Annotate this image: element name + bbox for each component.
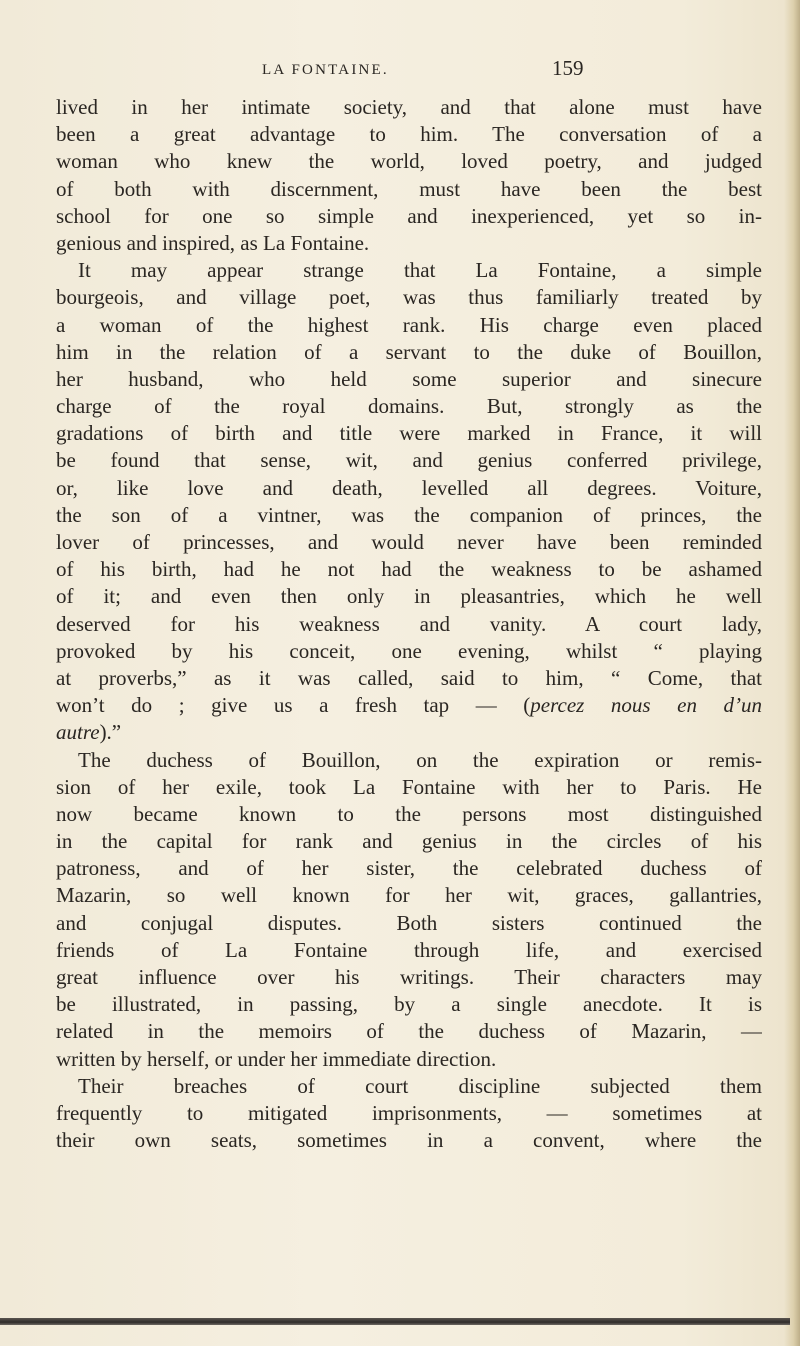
text-line: lover of princesses, and would never have been reminded (56, 530, 762, 554)
text-line: of both with discernment, must have been the best (56, 176, 762, 201)
text-line: now became known to the persons most distinguished (56, 801, 762, 826)
text-line: a woman of the highest rank. His charge even placed (56, 312, 762, 337)
text-line-mixed (56, 692, 762, 719)
text-line: genious and inspired, as La Fontaine. (56, 230, 370, 255)
text-line: It may appear strange that La Fontaine, a simple (78, 258, 762, 283)
text-line: The duchess of Bouillon, on the expiration or remis- (78, 747, 762, 772)
text-line: be found that sense, wit, and genius conferred privilege, (56, 448, 762, 473)
text-line: deserved for his weakness and vanity. A court lady, (56, 611, 762, 636)
page-number: 159 (552, 56, 584, 80)
text-line: patroness, and of her sister, the celebrated duchess of (56, 856, 762, 881)
text-line: or, like love and death, levelled all degrees. Voiture, (56, 475, 762, 500)
text-line-mixed (56, 719, 762, 746)
text-line: and conjugal disputes. Both sisters continued the (56, 910, 762, 935)
page-edge-shading (784, 0, 800, 1346)
text-line: charge of the royal domains. But, strongly as the (56, 394, 762, 419)
text-line: sion of her exile, took La Fontaine with her to Paris. He (56, 774, 762, 799)
text-line: frequently to mitigated imprisonments, — sometimes at (56, 1100, 762, 1125)
text-line: the son of a vintner, was the companion of princes, the (56, 502, 762, 527)
bottom-scan-edge (0, 1318, 790, 1325)
text-line: great influence over his writings. Their characters may (56, 965, 762, 989)
text-line: provoked by his conceit, one evening, whilst “ playing (56, 638, 762, 663)
text-line: of his birth, had he not had the weakness to be ashamed (56, 557, 762, 582)
text-line: lived in her intimate society, and that alone must have (56, 95, 762, 119)
text-line: be illustrated, in passing, by a single anecdote. It is (56, 992, 762, 1017)
running-title: LA FONTAINE. (262, 62, 389, 78)
text-line: him in the relation of a servant to the duke of Bouillon, (56, 339, 762, 364)
page-header (262, 58, 582, 82)
text-line: at proverbs,” as it was called, said to him, “ Come, that (56, 665, 762, 690)
text-line: Their breaches of court discipline subjected them (78, 1073, 762, 1098)
text-line: Mazarin, so well known for her wit, graces, gallantries, (56, 883, 762, 908)
text-line: of it; and even then only in pleasantries, which he well (56, 584, 762, 609)
body-text (56, 94, 762, 1154)
text-run: ).” (99, 720, 122, 745)
text-line: in the capital for rank and genius in the circles of his (56, 829, 762, 854)
text-line: woman who knew the world, loved poetry, and judged (56, 149, 762, 174)
text-line: their own seats, sometimes in a convent, where the (56, 1128, 762, 1153)
text-line: bourgeois, and village poet, was thus familiarly treated by (56, 285, 762, 310)
text-run: won’t do ; give us a fresh tap — ( (56, 693, 531, 718)
text-line: gradations of birth and title were marked in France, it will (56, 421, 762, 446)
text-line: school for one so simple and inexperienced, yet so in- (56, 203, 762, 228)
text-line: written by herself, or under her immediate direction. (56, 1046, 497, 1071)
text-line: related in the memoirs of the duchess of Mazarin, — (56, 1019, 762, 1044)
text-line: her husband, who held some superior and sinecure (56, 366, 762, 391)
text-line: friends of La Fontaine through life, and exercised (56, 937, 762, 962)
text-line: been a great advantage to him. The conversation of a (56, 122, 762, 147)
italic-french-phrase: percez nous en d’un (530, 693, 762, 718)
italic-french-word: autre (56, 720, 100, 745)
